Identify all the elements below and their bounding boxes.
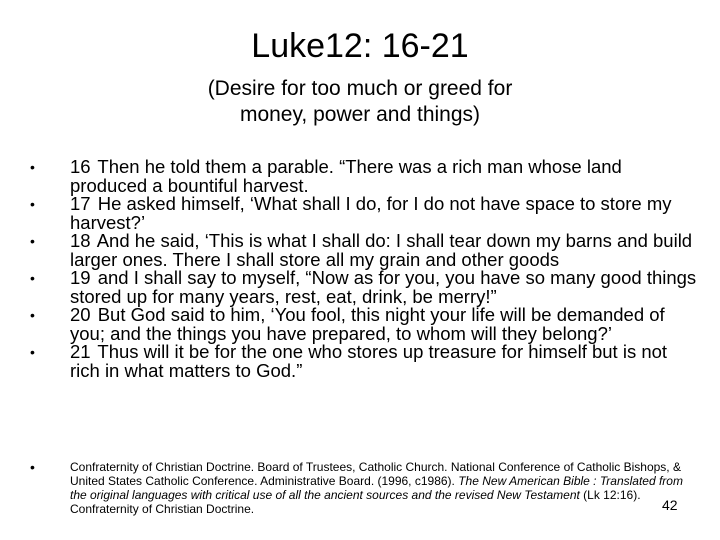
citation-text: Confraternity of Christian Doctrine. Board of Trustees, Catholic Church. National Conference of Catholic Bishops, & United States Catholic Conference. Administrative Board. (1996, c1986). bbox=[70, 460, 681, 488]
verse-number: 17 bbox=[70, 193, 91, 214]
verse-text: and I shall say to myself, “Now as for you, you have so many good things stored up for many years, rest, eat, drink, be merry!” bbox=[70, 267, 697, 307]
verse-text: Thus will it be for the one who stores up treasure for himself but is not rich in what matters to God.” bbox=[70, 341, 668, 381]
subtitle-line: money, power and things) bbox=[239, 103, 481, 126]
verse-number: 20 bbox=[70, 304, 91, 325]
verse-number: 18 bbox=[70, 230, 91, 251]
citation bbox=[30, 460, 700, 516]
bullet-icon: • bbox=[30, 159, 35, 175]
page-number: 42 bbox=[662, 497, 678, 513]
verse-19 bbox=[30, 269, 700, 306]
bullet-icon: • bbox=[30, 459, 35, 475]
bullet-icon: • bbox=[30, 344, 35, 360]
verse-text: He asked himself, ‘What shall I do, for I do not have space to store my harvest?’ bbox=[70, 193, 672, 233]
verse-21 bbox=[30, 343, 700, 380]
bullet-icon: • bbox=[30, 196, 35, 212]
verse-text: Then he told them a parable. “There was a rich man whose land produced a bountiful harvest. bbox=[70, 156, 622, 196]
slide-title: Luke12: 16-21 bbox=[251, 27, 469, 65]
verse-number: 16 bbox=[70, 156, 91, 177]
verse-number: 19 bbox=[70, 267, 91, 288]
verse-number: 21 bbox=[70, 341, 91, 362]
subtitle-line: (Desire for too much or greed for bbox=[207, 77, 513, 100]
verse-16 bbox=[30, 158, 700, 195]
citation-reference: (Lk 12:16). Confraternity of Christian Doctrine. bbox=[70, 488, 641, 516]
slide-subtitle bbox=[120, 76, 600, 128]
verse-text: And he said, ‘This is what I shall do: I shall tear down my barns and build larger ones. There I shall store all my grain and other goods bbox=[70, 230, 693, 270]
verse-18 bbox=[30, 232, 700, 269]
verse-text: But God said to him, ‘You fool, this night your life will be demanded of you; and the things you have prepared, to whom will they belong?’ bbox=[70, 304, 665, 344]
bullet-icon: • bbox=[30, 233, 35, 249]
verse-17 bbox=[30, 195, 700, 232]
verse-20 bbox=[30, 306, 700, 343]
citation-book-title: The New American Bible : Translated from the original languages with critical use of all the ancient sources and the revised New Testament bbox=[70, 474, 683, 502]
verse-list bbox=[30, 158, 700, 380]
bullet-icon: • bbox=[30, 307, 35, 323]
bullet-icon: • bbox=[30, 270, 35, 286]
